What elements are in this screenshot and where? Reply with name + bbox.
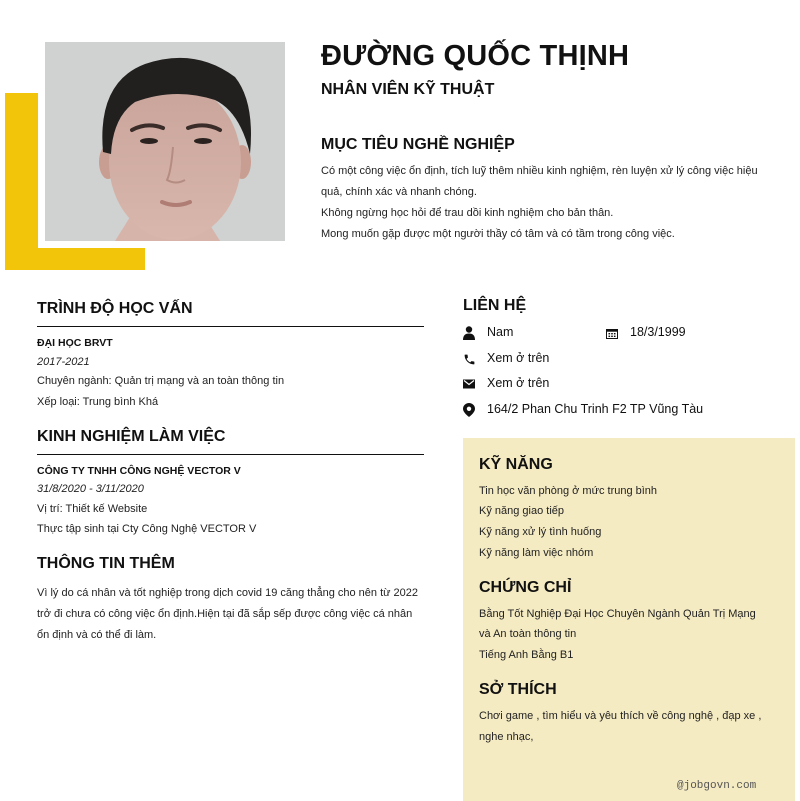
- education-title: TRÌNH ĐỘ HỌC VẤN: [37, 300, 193, 317]
- education-period: 2017-2021: [37, 356, 90, 368]
- contact-birthday: 18/3/1999: [630, 325, 686, 339]
- experience-period: 31/8/2020 - 3/11/2020: [37, 483, 144, 495]
- accent-bar-horizontal: [5, 248, 145, 270]
- skills-title: KỸ NĂNG: [479, 456, 553, 473]
- contact-email: Xem ở trên: [487, 376, 550, 390]
- watermark: @jobgovn.com: [677, 780, 757, 792]
- education-grade: Xếp loại: Trung bình Khá: [37, 396, 159, 408]
- school-name: ĐẠI HỌC BRVT: [37, 337, 113, 349]
- experience-description: Thực tập sinh tại Cty Công Nghệ VECTOR V: [37, 523, 257, 535]
- experience-divider: [37, 454, 424, 455]
- skill-item: Tin học văn phòng ở mức trung bình: [479, 485, 658, 497]
- company-name: CÔNG TY TNHH CÔNG NGHỆ VECTOR V: [37, 465, 241, 477]
- profile-photo: [45, 42, 285, 241]
- extra-info-text: Vì lý do cá nhân và tốt nghiệp trong dịch covid 19 căng thẳng cho nên từ 2022 trở đi chưa có công việc ổn định.Hiện tại đã sắp sếp được công việc cá nhân ổn định và có thể đi làm.: [37, 587, 419, 641]
- contact-address: 164/2 Phan Chu Trinh F2 TP Vũng Tàu: [487, 402, 704, 416]
- certificate-item: Bằng Tốt Nghiệp Đại Học Chuyên Ngành Quản Trị Mạng: [479, 608, 756, 620]
- calendar-icon: [605, 326, 619, 340]
- certificate-item: Tiếng Anh Bằng B1: [479, 649, 574, 661]
- objective-text: [321, 161, 771, 245]
- skill-item: Kỹ năng làm việc nhóm: [479, 547, 594, 559]
- certificate-item: và An toàn thông tin: [479, 628, 577, 640]
- objective-line: Không ngừng học hỏi để trau dồi kinh nghiệm cho bản thân.: [321, 207, 614, 219]
- objective-line: Có một công việc ổn định, tích luỹ thêm nhiều kinh nghiệm, rèn luyện xử lý công việc hiệu quả, chính xác và nhanh chóng.: [321, 165, 758, 198]
- skill-item: Kỹ năng giao tiếp: [479, 505, 565, 517]
- experience-title: KINH NGHIỆM LÀM VIỆC: [37, 428, 226, 445]
- candidate-name: ĐƯỜNG QUỐC THỊNH: [321, 40, 630, 72]
- certificates-title: CHỨNG CHỈ: [479, 579, 572, 596]
- education-major: Chuyên ngành: Quản trị mạng và an toàn thông tin: [37, 375, 285, 387]
- location-pin-icon: [462, 403, 476, 417]
- hobby-line: Chơi game , tìm hiểu và yêu thích về công nghệ , đạp xe ,: [479, 710, 762, 722]
- hobby-line: nghe nhạc,: [479, 731, 534, 743]
- contact-title: LIÊN HỆ: [463, 297, 527, 314]
- hobbies-title: SỞ THÍCH: [479, 681, 557, 698]
- contact-phone: Xem ở trên: [487, 351, 550, 365]
- portrait-illustration-icon: [45, 42, 285, 241]
- objective-line: Mong muốn gặp được một người thầy có tâm và có tầm trong công việc.: [321, 228, 675, 240]
- skill-item: Kỹ năng xử lý tình huống: [479, 526, 602, 538]
- contact-gender: Nam: [487, 325, 514, 339]
- extra-info-title: THÔNG TIN THÊM: [37, 555, 175, 572]
- person-icon: [462, 326, 476, 340]
- education-divider: [37, 326, 424, 327]
- experience-position: Vị trí: Thiết kế Website: [37, 503, 148, 515]
- accent-bar-vertical: [5, 93, 38, 270]
- mail-icon: [462, 377, 476, 391]
- phone-icon: [462, 352, 476, 366]
- objective-title: MỤC TIÊU NGHỀ NGHIỆP: [321, 136, 515, 153]
- candidate-role: NHÂN VIÊN KỸ THUẬT: [321, 81, 495, 98]
